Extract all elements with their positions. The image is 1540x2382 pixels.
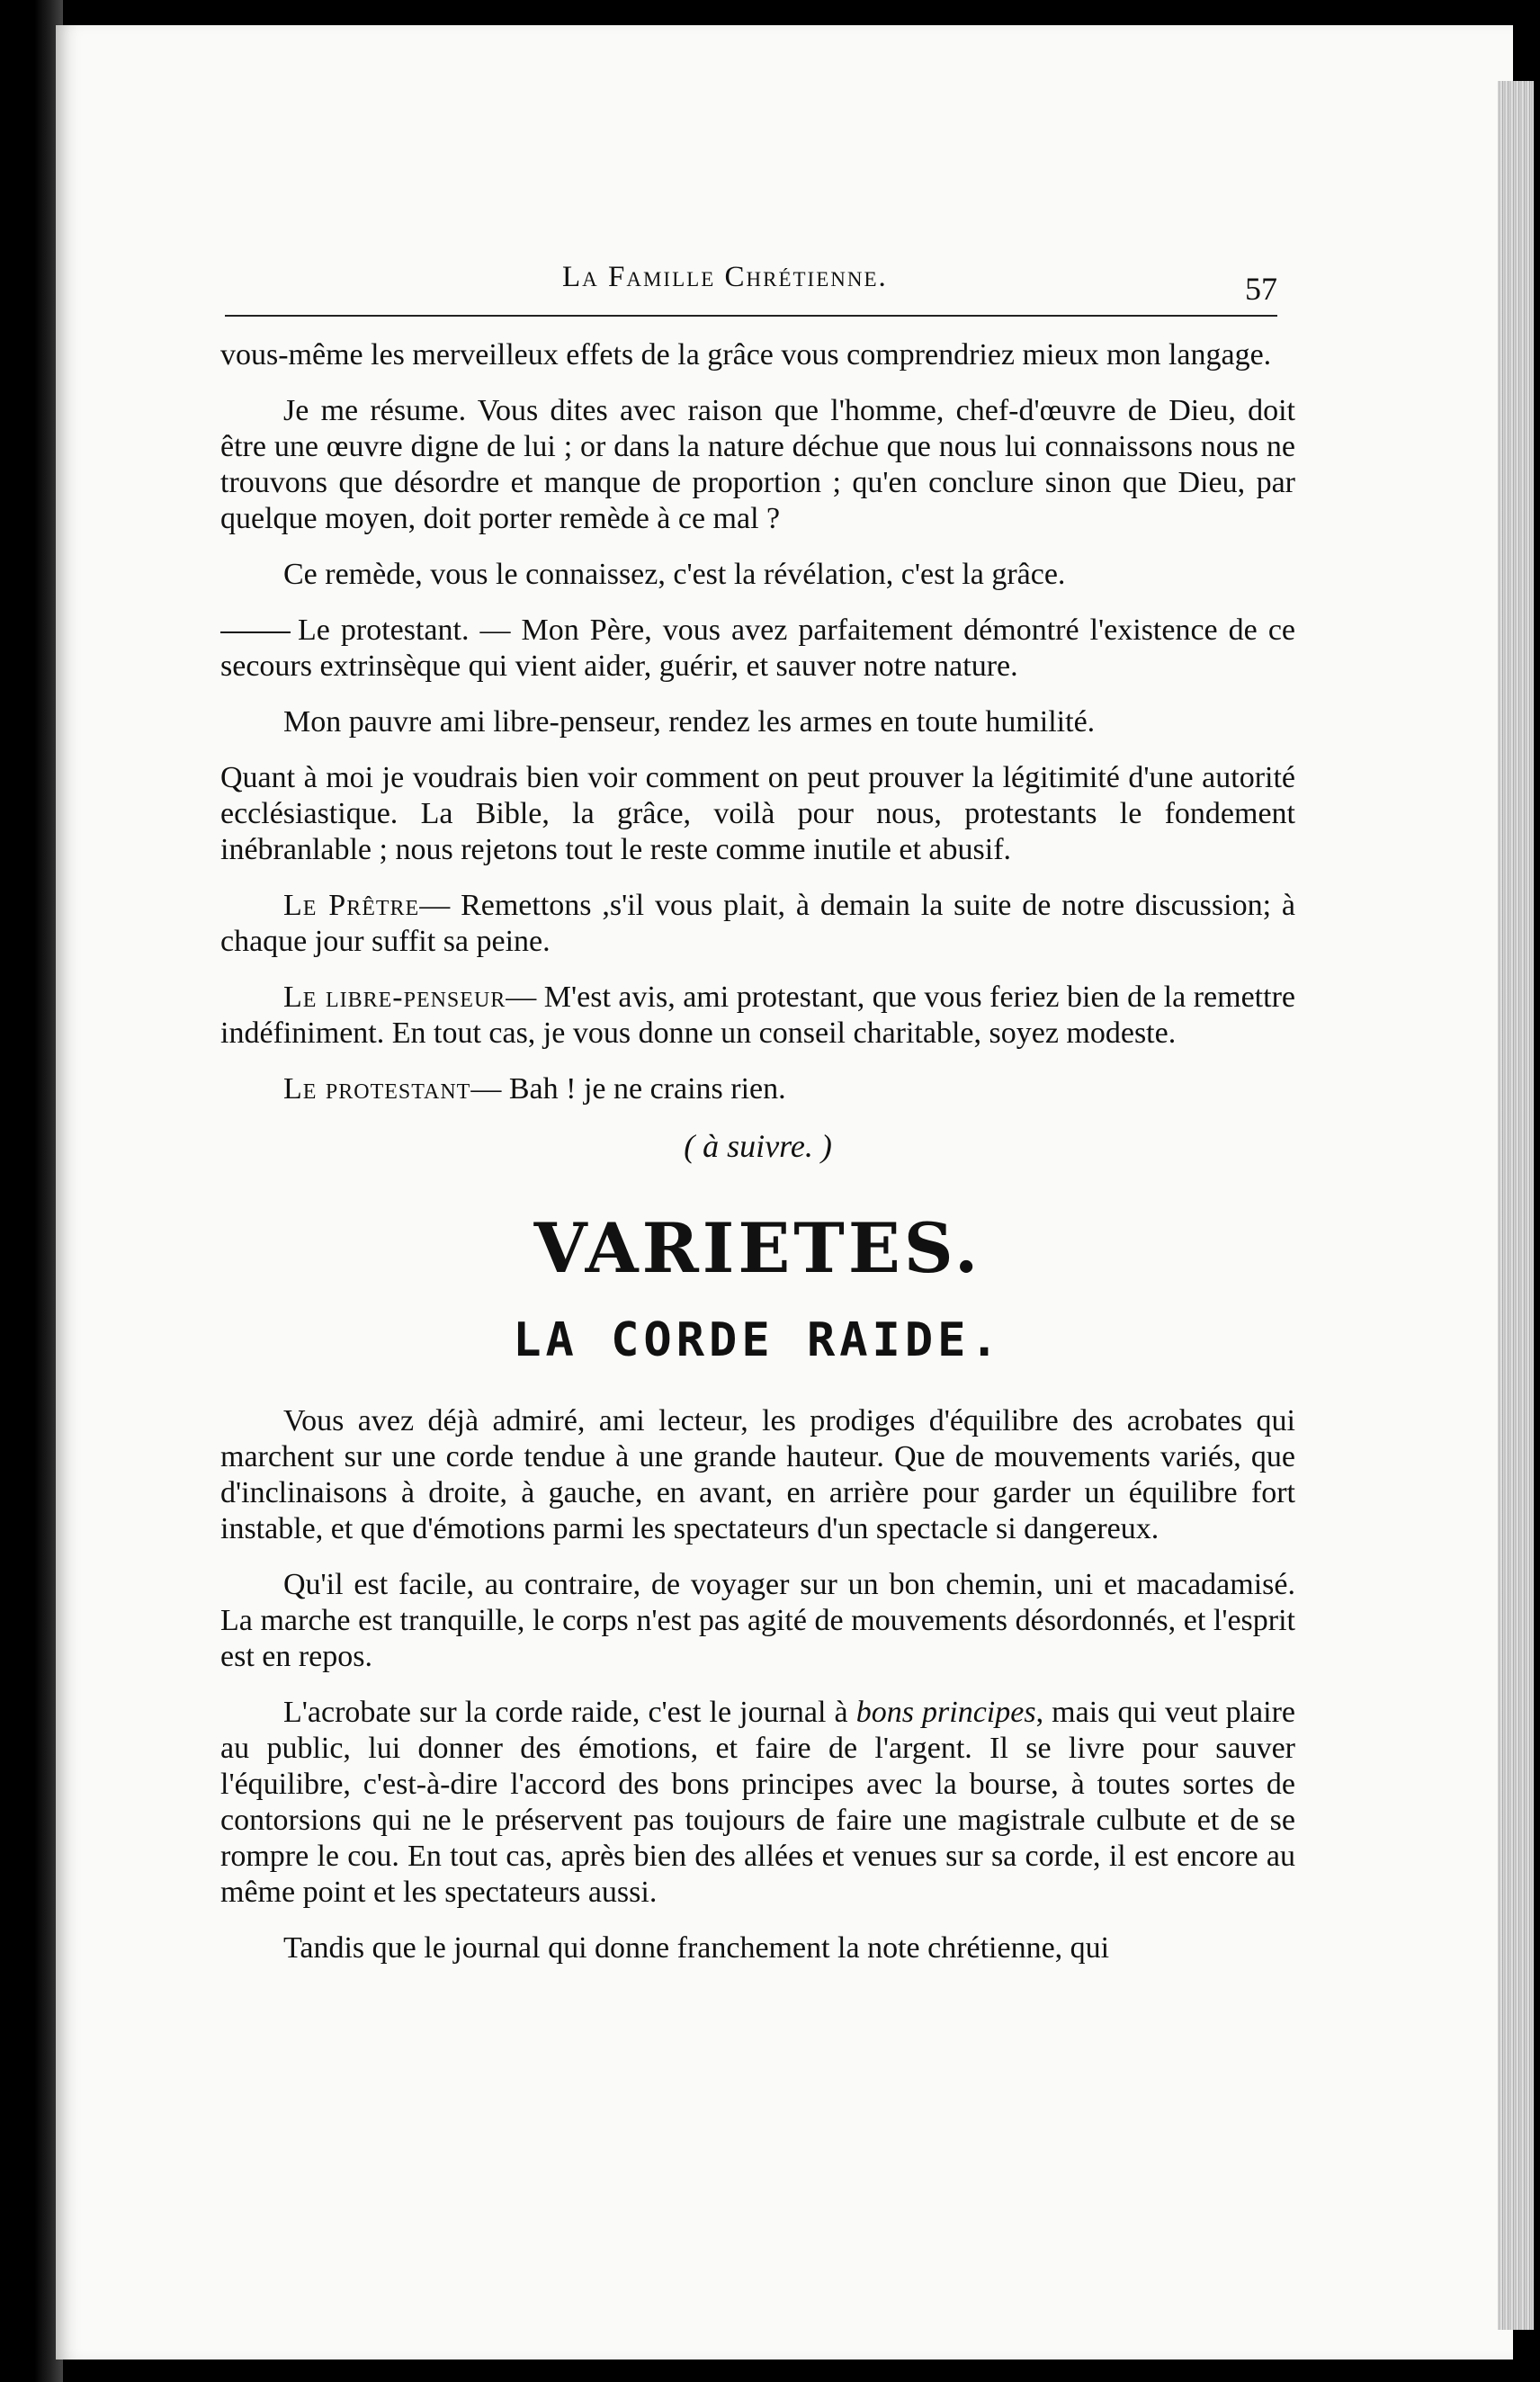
article-title: LA CORDE RAIDE. — [513, 1313, 1003, 1367]
speaker-name: Le libre-penseur — [283, 981, 506, 1014]
speaker-name: Le protestant — [283, 1072, 471, 1106]
text-run: , mais qui veut plaire au public, lui donner des émotions, et faire de l'argent. Il se livre pour sauver l'équilibre, c'est-à-dire l'accord des bons principes avec la bourse, à toutes sortes de contorsions qui ne le préservent pas toujours de faire une magistrale culbute et de se rompre le cou. En tout cas, après bien des allées et venues sur sa corde, il est encore au même point et les spectateurs aussi. — [220, 1696, 1295, 1909]
page-edges-right — [1498, 81, 1534, 2330]
protestant-reply: Le protestant. — Mon Père, vous avez parfaitement démontré l'existence de ce secours extrinsèque qui vient aider, guérir, et sauver notre nature. — [220, 613, 1295, 683]
article-paragraph — [220, 1695, 1295, 1911]
article-paragraph: Tandis que le journal qui donne franchement la note chrétienne, qui — [283, 1931, 1110, 1965]
dialogue-paragraph — [220, 613, 1295, 685]
dialogue-paragraph: Je me résume. Vous dites avec raison que l'homme, chef-d'œuvre de Dieu, doit être une œuvre digne de lui ; or dans la nature déchue que nous lui connaissons nous ne trouvons que désordre et manque de proportion ; qu'en conclure sinon que Dieu, par quelque moyen, doit porter remède à ce mal ? — [220, 394, 1295, 535]
dialogue-paragraph: Mon pauvre ami libre-penseur, rendez les armes en toute humilité. — [283, 705, 1096, 739]
dialogue-paragraph — [220, 980, 1295, 1052]
dialogue-paragraph: vous-même les merveilleux effets de la grâce vous comprendriez mieux mon langage. — [220, 338, 1272, 372]
page-header — [225, 261, 1277, 324]
dialogue-paragraph — [220, 888, 1295, 960]
article-paragraph: Vous avez déjà admiré, ami lecteur, les prodiges d'équilibre des acrobates qui marchent sur une corde tendue à une grande hauteur. Que de mouvements variés, que d'inclinaisons à droite, à gauche, en avant, en arrière pour garder un équilibre fort instable, et que d'émotions parmi les spectateurs d'un spectacle si dangereux. — [220, 1404, 1295, 1545]
to-be-continued: ( à suivre. ) — [684, 1128, 832, 1164]
page-number: 57 — [1245, 271, 1277, 307]
dash-lead — [220, 631, 291, 633]
text-run: L'acrobate sur la corde raide, c'est le journal à — [283, 1696, 856, 1729]
page-content — [220, 337, 1295, 1986]
dialogue-paragraph: Ce remède, vous le connaissez, c'est la révélation, c'est la grâce. — [283, 558, 1066, 591]
emphasis-text: bons principes — [855, 1696, 1036, 1729]
speaker-name: Le Prêtre — [283, 889, 420, 922]
scan-border-left — [0, 0, 63, 2382]
running-title: La Famille Chrétienne. — [562, 261, 888, 293]
section-title: VARIETES. — [533, 1208, 982, 1288]
speaker-text: — Remettons ,s'il vous plait, à demain la suite de notre discussion; à chaque jour suffit sa peine. — [220, 889, 1295, 958]
dialogue-paragraph: Quant à moi je voudrais bien voir comment on peut prouver la légitimité d'une autorité ecclésiastique. La Bible, la grâce, voilà pour nous, protestants le fondement inébranlable ; nous rejetons tout le reste comme inutile et abusif. — [220, 761, 1295, 866]
article-paragraph: Qu'il est facile, au contraire, de voyager sur un bon chemin, uni et macadamisé. La marche est tranquille, le corps n'est pas agité de mouvements désordonnés, et l'esprit est en repos. — [220, 1568, 1295, 1673]
speaker-text: — M'est avis, ami protestant, que vous feriez bien de la remettre indéfiniment. En tout cas, je vous donne un conseil charitable, soyez modeste. — [220, 981, 1295, 1050]
dialogue-paragraph — [220, 1071, 1295, 1107]
header-rule — [225, 315, 1277, 317]
speaker-text: — Bah ! je ne crains rien. — [470, 1072, 786, 1106]
